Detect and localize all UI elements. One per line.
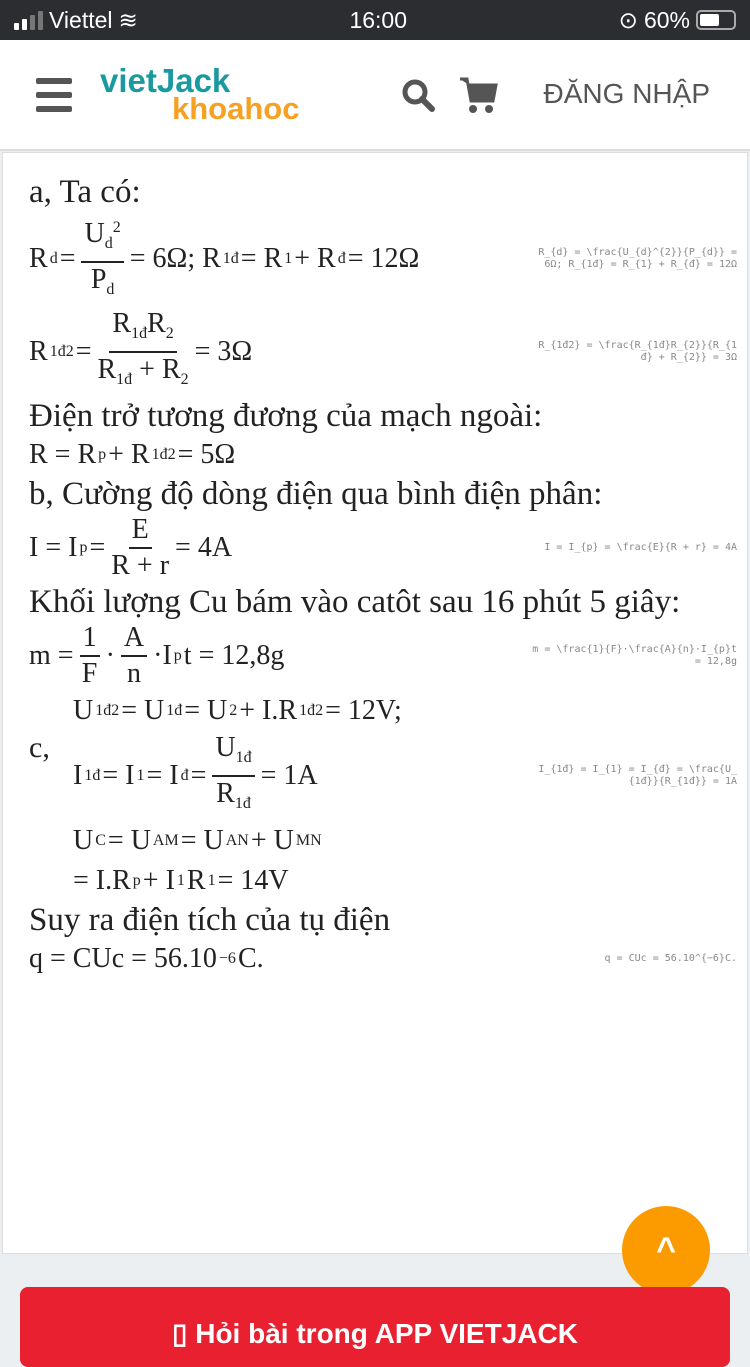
formula-source: R_{1đ2} = \frac{R_{1đ}R_{2}}{R_{1đ} + R_{2}} = 3Ω [538,340,737,363]
solution-text: Khối lượng Cu bám vào catôt sau 16 phút 5 giây: [29,584,681,620]
search-icon[interactable] [400,77,436,113]
solution-text: Điện trở tương đương của mạch ngoài: [29,398,543,434]
formula-expression: q = CUc = 56.10 −6 C. [29,943,264,974]
scroll-top-button[interactable] [622,1206,710,1294]
formula-source: q = CUc = 56.10^{−6}C. [604,953,737,964]
formula-expression: R 1đ2 = $\frac{R_{1đ}R_2}{R_{1đ} + R_2}$ = 3Ω [29,308,253,388]
solution-text: a, Ta có: [29,174,141,210]
solution-text: b, Cường độ dòng điện qua bình điện phân: [29,476,603,512]
formula-expression: U 1đ2 = U 1đ = U 2 + I.R 1đ2 = 12V; [73,695,402,726]
formula-expression: = I.R p + I 1 R 1 = 14V [73,865,289,896]
battery-icon [696,10,736,30]
logo-bottom: khoahoc [172,90,300,126]
formula-expression: R d = $\frac{U_d^2}{P_d}$ = 6Ω; R 1đ = R 1 + R đ = 12Ω [29,211,419,307]
formula [29,211,747,307]
login-link[interactable]: ĐĂNG NHẬP [543,78,710,109]
ask-label: Hỏi bài trong APP VIETJACK [195,1318,578,1349]
status-bar [0,0,750,40]
rotation-lock-icon: ⊙ [618,6,638,33]
formula-expression: I 1đ = I 1 = I đ = $\frac{U_{1đ}}{R_{1đ}}$ = 1A [73,732,318,812]
formula [29,307,747,397]
menu-icon[interactable] [36,78,72,112]
formula [29,621,747,691]
logo[interactable] [100,61,300,126]
clock: 16:00 [349,6,408,33]
cart-icon[interactable] [458,76,498,114]
formula-source: I = I_{p} = \frac{E}{R + r} = 4A [544,542,737,553]
answer-card [2,152,748,1254]
wifi-icon: ≋ [118,6,138,33]
formula [29,861,747,901]
formula [29,939,747,979]
formula-source: m = \frac{1}{F}·\frac{A}{n}·I_{p}t = 12,8g [532,644,737,667]
formula [29,513,747,583]
formula-expression: I = I p = $\frac{E}{R + r}$ = 4A [29,514,233,581]
formula [29,731,747,821]
logo-top: vietJack [100,61,231,99]
formula [29,435,747,475]
site-header [0,40,750,151]
formula-expression: U C = U AM = U AN + U MN [73,825,322,856]
solution-text: Suy ra điện tích của tụ điện [29,902,391,938]
formula [29,821,747,861]
signal-icon [14,11,43,30]
carrier: Viettel [49,6,113,33]
formula-expression: m = $\frac{1}{F}$ · $\frac{A}{n}$ ·I p t = 12,8g [29,622,285,689]
part-label: c, [29,731,50,764]
solution-content [3,153,747,979]
formula-source: R_{d} = \frac{U_{d}^{2}}{P_{d}} = 6Ω; R_{1đ} = R_{1} + R_{đ} = 12Ω [538,247,737,270]
ask-in-app-button[interactable]: ▯ Hỏi bài trong APP VIETJACK [20,1287,730,1367]
battery-percent: 60% [643,6,690,33]
formula [29,691,747,731]
formula-source: I_{1đ} = I_{1} = I_{đ} = \frac{U_{1đ}}{R_{1đ}} = 1A [538,764,737,787]
formula-expression: R = R p + R 1đ2 = 5Ω [29,439,236,470]
chevron-up-icon: ^ [656,1230,676,1269]
